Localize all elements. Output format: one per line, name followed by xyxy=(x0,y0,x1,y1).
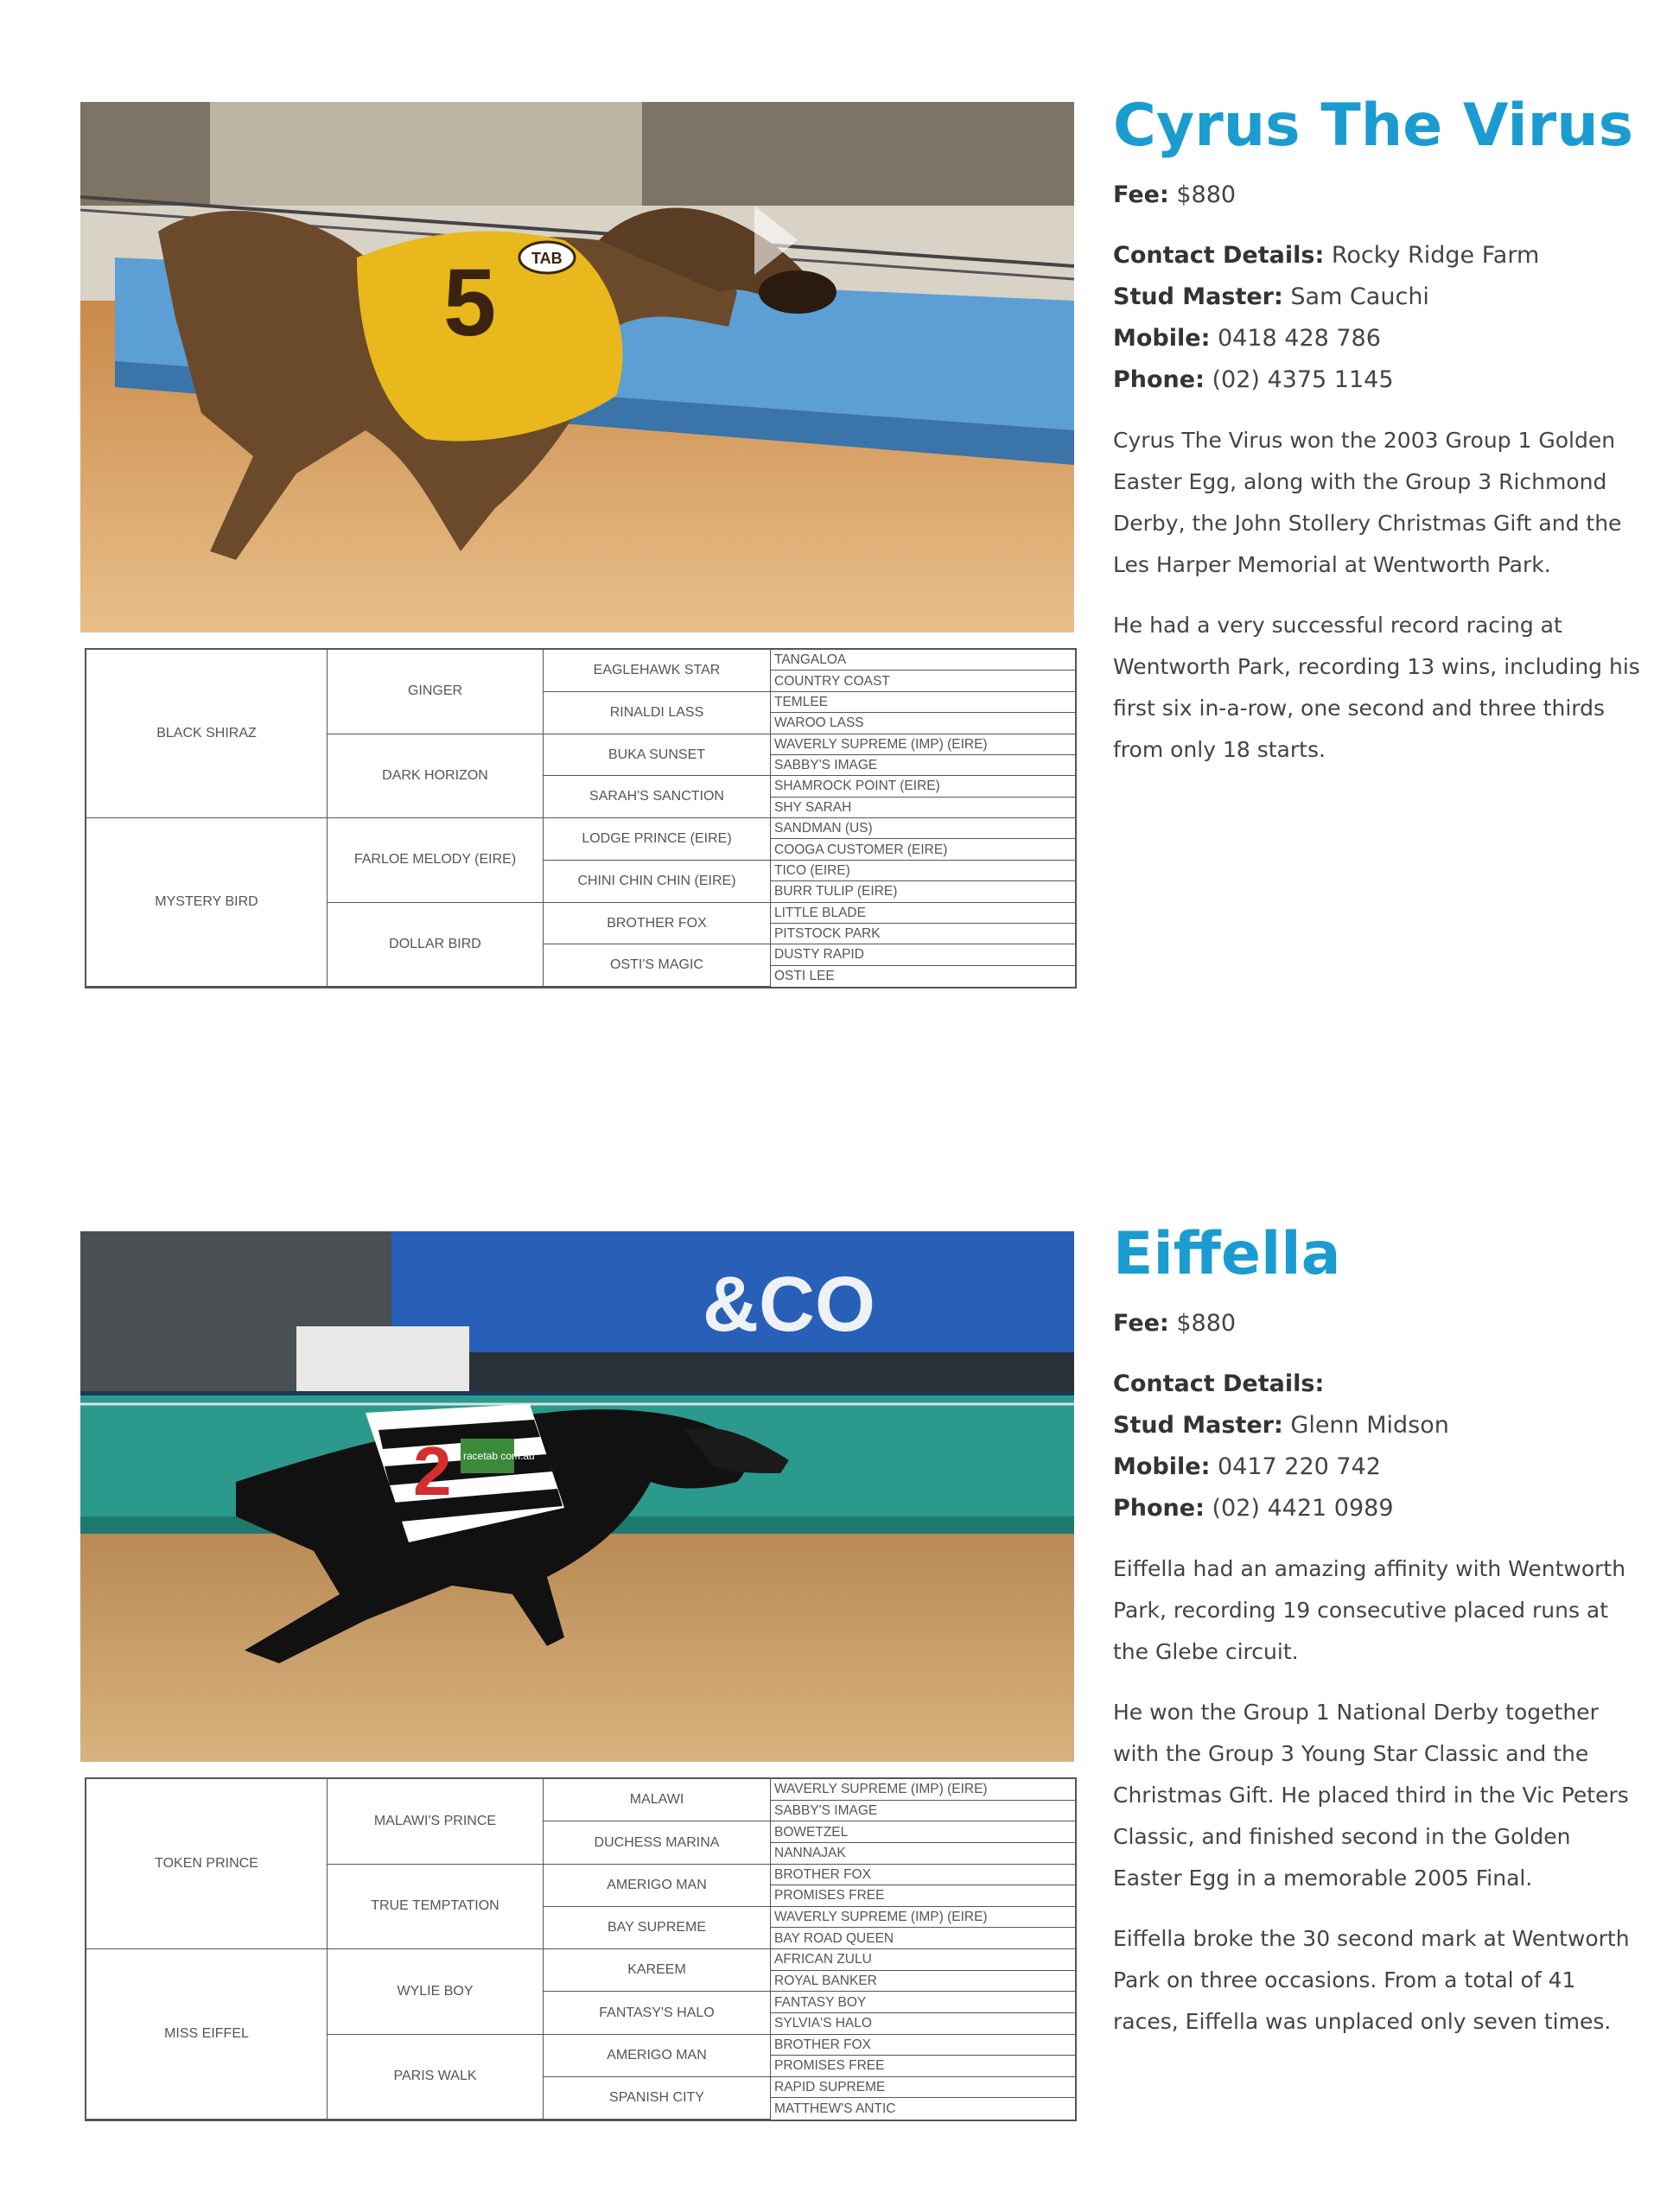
pedigree-gen4: SYLVIA'S HALO xyxy=(771,2013,1075,2035)
pedigree-sire: BLACK SHIRAZ xyxy=(86,650,328,818)
description-paragraph: Eiffella broke the 30 second mark at Wentworth Park on three occasions. From a total of 41 races, Eiffella was unplaced only seven times. xyxy=(1113,1926,1630,2034)
pedigree-gen3: SPANISH CITY xyxy=(544,2077,771,2120)
pedigree-gen4: SHY SARAH xyxy=(771,798,1075,818)
contact-line: Contact Details: xyxy=(1113,1370,1325,1397)
svg-text:TAB: TAB xyxy=(531,250,563,267)
pedigree-gen4: WAROO LASS xyxy=(771,713,1075,734)
pedigree-gen4: PROMISES FREE xyxy=(771,2056,1075,2077)
pedigree-gen2: DARK HORIZON xyxy=(328,734,544,819)
pedigree-gen3: OSTI'S MAGIC xyxy=(544,944,771,987)
pedigree-gen2: MALAWI'S PRINCE xyxy=(328,1779,544,1865)
stud-master-line: Stud Master: Sam Cauchi xyxy=(1113,283,1429,310)
pedigree-gen4: BROTHER FOX xyxy=(771,1865,1075,1886)
pedigree-gen2: WYLIE BOY xyxy=(328,1949,544,2035)
svg-text:racetab com.au: racetab com.au xyxy=(463,1450,535,1462)
pedigree-gen4: AFRICAN ZULU xyxy=(771,1949,1075,1971)
phone-line: Phone: (02) 4375 1145 xyxy=(1113,366,1394,393)
contact-line: Contact Details: Rocky Ridge Farm xyxy=(1113,242,1540,269)
pedigree-gen3: BROTHER FOX xyxy=(544,903,771,945)
pedigree-gen3: EAGLEHAWK STAR xyxy=(544,650,771,692)
pedigree-gen4: DUSTY RAPID xyxy=(771,944,1075,965)
pedigree-gen3: AMERIGO MAN xyxy=(544,2035,771,2077)
pedigree-gen4: BOWETZEL xyxy=(771,1821,1075,1843)
pedigree-gen3: DUCHESS MARINA xyxy=(544,1821,771,1864)
pedigree-gen4: SABBY'S IMAGE xyxy=(771,755,1075,776)
pedigree-gen4: OSTI LEE xyxy=(774,969,835,984)
greyhound-photo-cyrus-the-virus xyxy=(80,102,1074,632)
pedigree-dam: MISS EIFFEL xyxy=(86,1949,328,2120)
pedigree-gen4: BAY ROAD QUEEN xyxy=(771,1928,1075,1949)
pedigree-gen2: DOLLAR BIRD xyxy=(328,903,544,988)
pedigree-gen3: SARAH'S SANCTION xyxy=(544,776,771,818)
pedigree-gen4: NANNAJAK xyxy=(771,1843,1075,1865)
info-eiffella xyxy=(1113,1220,1640,2062)
pedigree-gen4: TANGALOA xyxy=(771,650,1075,671)
pedigree-gen4: BROTHER FOX xyxy=(771,2035,1075,2056)
pedigree-gen4: BURR TULIP (EIRE) xyxy=(771,881,1075,902)
pedigree-dam: MYSTERY BIRD xyxy=(86,818,328,987)
pedigree-gen4: COOGA CUSTOMER (EIRE) xyxy=(771,839,1075,860)
pedigree-gen2: PARIS WALK xyxy=(328,2035,544,2120)
pedigree-gen4: MATTHEW'S ANTIC xyxy=(774,2101,896,2117)
pedigree-gen4: FANTASY BOY xyxy=(771,1992,1075,2013)
pedigree-gen4: SABBY'S IMAGE xyxy=(771,1801,1075,1822)
description-paragraph: Cyrus The Virus won the 2003 Group 1 Golden Easter Egg, along with the Group 3 Richmond Derby, the John Stollery Christmas Gift and the Les Harper Memorial at Wentworth Park. xyxy=(1113,428,1622,577)
pedigree-gen3: RINALDI LASS xyxy=(544,692,771,734)
svg-text:5: 5 xyxy=(443,250,497,356)
pedigree-gen3: LODGE PRINCE (EIRE) xyxy=(544,818,771,861)
pedigree-gen4: PITSTOCK PARK xyxy=(771,924,1075,944)
greyhound-photo-eiffella xyxy=(80,1231,1074,1762)
pedigree-gen3: CHINI CHIN CHIN (EIRE) xyxy=(544,861,771,903)
svg-text:&CO: &CO xyxy=(703,1262,875,1348)
pedigree-gen4: WAVERLY SUPREME (IMP) (EIRE) xyxy=(771,734,1075,755)
mobile-line: Mobile: 0418 428 786 xyxy=(1113,325,1381,352)
description-paragraph: He had a very successful record racing at Wentworth Park, recording 13 wins, including his first six in-a-row, one second and three thirds from only 18 starts. xyxy=(1113,613,1640,762)
pedigree-gen4: RAPID SUPREME xyxy=(771,2077,1075,2099)
pedigree-table-cyrus-the-virus xyxy=(85,648,1077,988)
pedigree-gen3: FANTASY'S HALO xyxy=(544,1992,771,2034)
svg-text:2: 2 xyxy=(413,1433,452,1510)
pedigree-gen4: PROMISES FREE xyxy=(771,1885,1075,1907)
phone-line: Phone: (02) 4421 0989 xyxy=(1113,1495,1394,1522)
pedigree-gen4: SANDMAN (US) xyxy=(771,818,1075,839)
stud-master-line: Stud Master: Glenn Midson xyxy=(1113,1412,1449,1439)
pedigree-sire: TOKEN PRINCE xyxy=(86,1779,328,1949)
pedigree-gen3: AMERIGO MAN xyxy=(544,1865,771,1907)
entry-title: Cyrus The Virus xyxy=(1113,92,1634,160)
pedigree-gen4: SHAMROCK POINT (EIRE) xyxy=(771,776,1075,797)
pedigree-gen3: BUKA SUNSET xyxy=(544,734,771,777)
pedigree-gen4: TEMLEE xyxy=(771,692,1075,713)
pedigree-gen3: KAREEM xyxy=(544,1949,771,1992)
entry-title: Eiffella xyxy=(1113,1220,1341,1288)
description-paragraph: Eiffella had an amazing affinity with Wentworth Park, recording 19 consecutive placed runs at the Glebe circuit. xyxy=(1113,1556,1626,1664)
fee-line: Fee: $880 xyxy=(1113,1310,1237,1337)
pedigree-gen3: BAY SUPREME xyxy=(544,1907,771,1949)
pedigree-gen4: WAVERLY SUPREME (IMP) (EIRE) xyxy=(771,1779,1075,1801)
pedigree-gen4: WAVERLY SUPREME (IMP) (EIRE) xyxy=(771,1907,1075,1929)
pedigree-gen4: COUNTRY COAST xyxy=(771,671,1075,691)
pedigree-gen2: GINGER xyxy=(328,650,544,734)
pedigree-gen4: TICO (EIRE) xyxy=(771,861,1075,881)
description-paragraph: He won the Group 1 National Derby together with the Group 3 Young Star Classic and the Christmas Gift. He placed third in the Vic Peters Classic, and finished second in the Golden Easter Egg in a memorable 2005 Final. xyxy=(1113,1700,1629,1891)
pedigree-gen2: FARLOE MELODY (EIRE) xyxy=(328,818,544,903)
pedigree-gen3: MALAWI xyxy=(544,1779,771,1821)
mobile-line: Mobile: 0417 220 742 xyxy=(1113,1453,1381,1480)
pedigree-gen4: LITTLE BLADE xyxy=(771,903,1075,924)
pedigree-gen2: TRUE TEMPTATION xyxy=(328,1865,544,1950)
fee-line: Fee: $880 xyxy=(1113,181,1237,208)
pedigree-table-eiffella xyxy=(85,1777,1077,2121)
info-cyrus-the-virus xyxy=(1113,92,1640,790)
pedigree-gen4: ROYAL BANKER xyxy=(771,1971,1075,1993)
